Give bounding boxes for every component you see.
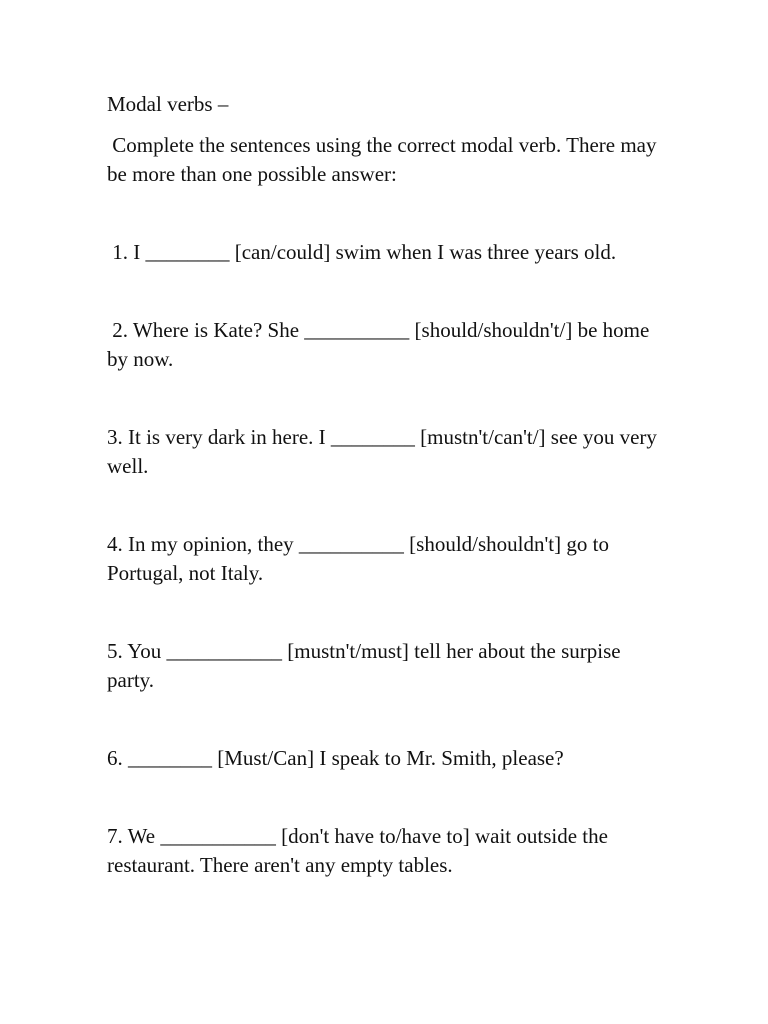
question-4: 4. In my opinion, they __________ [should/shouldn't] go to Portugal, not Italy.: [107, 532, 615, 585]
worksheet-instructions: Complete the sentences using the correct modal verb. There may be more than one possible answer:: [107, 133, 662, 186]
question-3: 3. It is very dark in here. I ________ [mustn't/can't/] see you very well.: [107, 425, 663, 478]
question-2: 2. Where is Kate? She __________ [should/shouldn't/] be home by now.: [107, 318, 655, 371]
question-1: 1. I ________ [can/could] swim when I was three years old.: [107, 240, 617, 264]
question-7: 7. We ___________ [don't have to/have to] wait outside the restaurant. There aren't any empty tables.: [107, 824, 614, 877]
question-5: 5. You ___________ [mustn't/must] tell her about the surpise party.: [107, 639, 626, 692]
question-6: 6. ________ [Must/Can] I speak to Mr. Smith, please?: [107, 746, 564, 770]
worksheet-title: Modal verbs –: [107, 92, 229, 116]
worksheet-page: [107, 90, 667, 929]
